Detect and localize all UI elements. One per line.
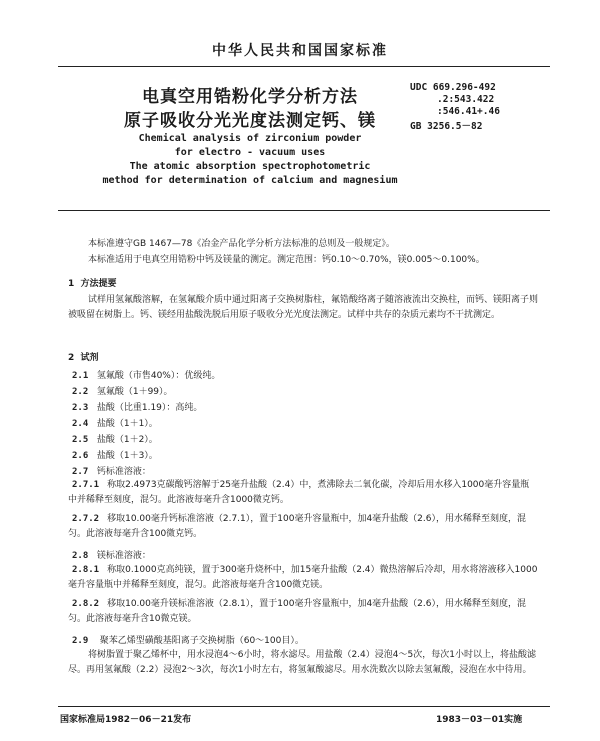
udc-code-line3: :546.41+.46: [437, 106, 500, 117]
header-rule: [58, 66, 550, 67]
effective-date: 1983－03－01实施: [436, 715, 523, 725]
para-number: 2.8.1: [72, 565, 100, 575]
title-en-line4: method for determination of calcium and magnesium: [102, 175, 398, 186]
reagent-text: 盐酸（1＋3）。: [96, 451, 158, 461]
reagent-number: 2.9: [72, 636, 89, 646]
reagent-item: [72, 384, 173, 397]
reagent-item: [72, 432, 158, 445]
reagent-text: 镁标准溶液：: [96, 551, 151, 561]
reagent-text: 氢氟酸（市售40%）：优级纯。: [96, 371, 221, 381]
reagent-text: 盐酸（1＋1）。: [96, 419, 158, 429]
title-cn-line1: 电真空用锆粉化学分析方法: [142, 87, 358, 107]
title-en-line3: The atomic absorption spectrophotometric: [129, 161, 371, 172]
reagent-text: 钙标准溶液：: [96, 467, 151, 477]
reagent-item: [72, 448, 158, 461]
footer-rule: [58, 706, 550, 707]
para-text: 移取10.00毫升钙标准溶液（2.7.1），置于100毫升容量瓶中，加4毫升盐酸（2.6），用水稀释至刻度，混匀。此溶液每毫升含100微克钙。: [68, 514, 526, 539]
para-2-7-1: [68, 478, 538, 508]
para-number: 2.7.2: [72, 514, 100, 524]
para-2-7-2: [68, 512, 538, 542]
gb-code: GB 3256.5－82: [410, 121, 483, 132]
reagent-text: 氢氟酸（1＋99）。: [96, 387, 173, 397]
section1-title: 方法提要: [80, 279, 117, 289]
para-2-8-2: [68, 597, 538, 627]
reagent-item: [72, 416, 158, 429]
reagent-item-2-9: [72, 633, 304, 646]
reagent-number: 2.6: [72, 451, 89, 461]
reagent-number: 2.5: [72, 435, 89, 445]
section1-heading: [68, 276, 117, 289]
section2-title: 试剂: [80, 353, 99, 363]
reagent-number: 2.2: [72, 387, 89, 397]
reagent-number: 2.4: [72, 419, 89, 429]
para-2-9-prep: 将树脂置于聚乙烯杯中，用水浸泡4～6小时，将水滤尽。用盐酸（2.4）浸泡4～5次，每次1小时以上，将盐酸滤尽。再用氢氟酸（2.2）浸泡2～3次，每次1小时左右，将氢氟酸滤尽。用水洗数次以除去氢氟酸，浸泡在水中待用。: [68, 650, 536, 675]
standard-org-header: 中华人民共和国国家标准: [212, 43, 388, 59]
para-number: 2.7.1: [72, 480, 100, 490]
title-rule: [58, 210, 550, 211]
reagent-number: 2.7: [72, 467, 89, 477]
reagent-item: [72, 464, 151, 477]
reagent-text: 盐酸（1＋2）。: [96, 435, 158, 445]
section1-para: 试样用氢氟酸溶解，在氢氟酸介质中通过阳离子交换树脂柱，氟锆酸络离子随溶液流出交换柱，而钙、镁阳离子则被吸留在树脂上。钙、镁经用盐酸洗脱后用原子吸收分光光度法测定。试样中共存的杂质元素均不干扰测定。: [68, 295, 539, 320]
section2-heading: [68, 350, 99, 363]
reagent-item-2-8: [72, 548, 151, 561]
para-text: 称取0.1000克高纯镁，置于300毫升烧杯中，加15毫升盐酸（2.4）微热溶解后冷却，用水将溶液移入1000毫升容量瓶中并稀释至刻度，混匀。此溶液每毫升含100微克镁。: [68, 565, 538, 590]
title-cn-line2: 原子吸收分光光度法测定钙、镁: [124, 111, 376, 131]
title-en-line1: Chemical analysis of zirconium powder: [138, 133, 362, 144]
reagent-item: [72, 368, 220, 381]
reagent-text: 盐酸（比重1.19）：高纯。: [96, 403, 203, 413]
intro-line2: 本标准适用于电真空用锆粉中钙及镁量的测定。测定范围：钙0.10～0.70%，镁0.005～0.100%。: [88, 255, 485, 265]
reagent-number: 2.3: [72, 403, 89, 413]
intro-line1: 本标准遵守GB 1467—78《冶金产品化学分析方法标准的总则及一般规定》。: [88, 239, 395, 249]
para-number: 2.8.2: [72, 599, 100, 609]
udc-code-line1: UDC 669.296-492: [410, 82, 496, 93]
section1-number: 1: [68, 279, 75, 289]
title-en-line2: for electro - vacuum uses: [174, 147, 326, 158]
reagent-number: 2.1: [72, 371, 89, 381]
para-2-8-1: [68, 563, 538, 593]
section2-number: 2: [68, 353, 75, 363]
para-text: 移取10.00毫升镁标准溶液（2.8.1），置于100毫升容量瓶中，加4毫升盐酸（2.6），用水稀释至刻度，混匀。此溶液每毫升含10微克镁。: [68, 599, 526, 624]
reagent-number: 2.8: [72, 551, 89, 561]
issued-date: 国家标准局1982－06－21发布: [60, 715, 192, 725]
reagent-item: [72, 400, 202, 413]
udc-code-line2: .2:543.422: [437, 94, 495, 105]
reagent-text: 聚苯乙烯型磺酸基阳离子交换树脂（60～100目）。: [99, 636, 304, 646]
para-text: 称取2.4973克碳酸钙溶解于25毫升盐酸（2.4）中，煮沸除去二氧化碳，冷却后用水移入1000毫升容量瓶中并稀释至刻度，混匀。此溶液每毫升含1000微克钙。: [68, 480, 530, 505]
